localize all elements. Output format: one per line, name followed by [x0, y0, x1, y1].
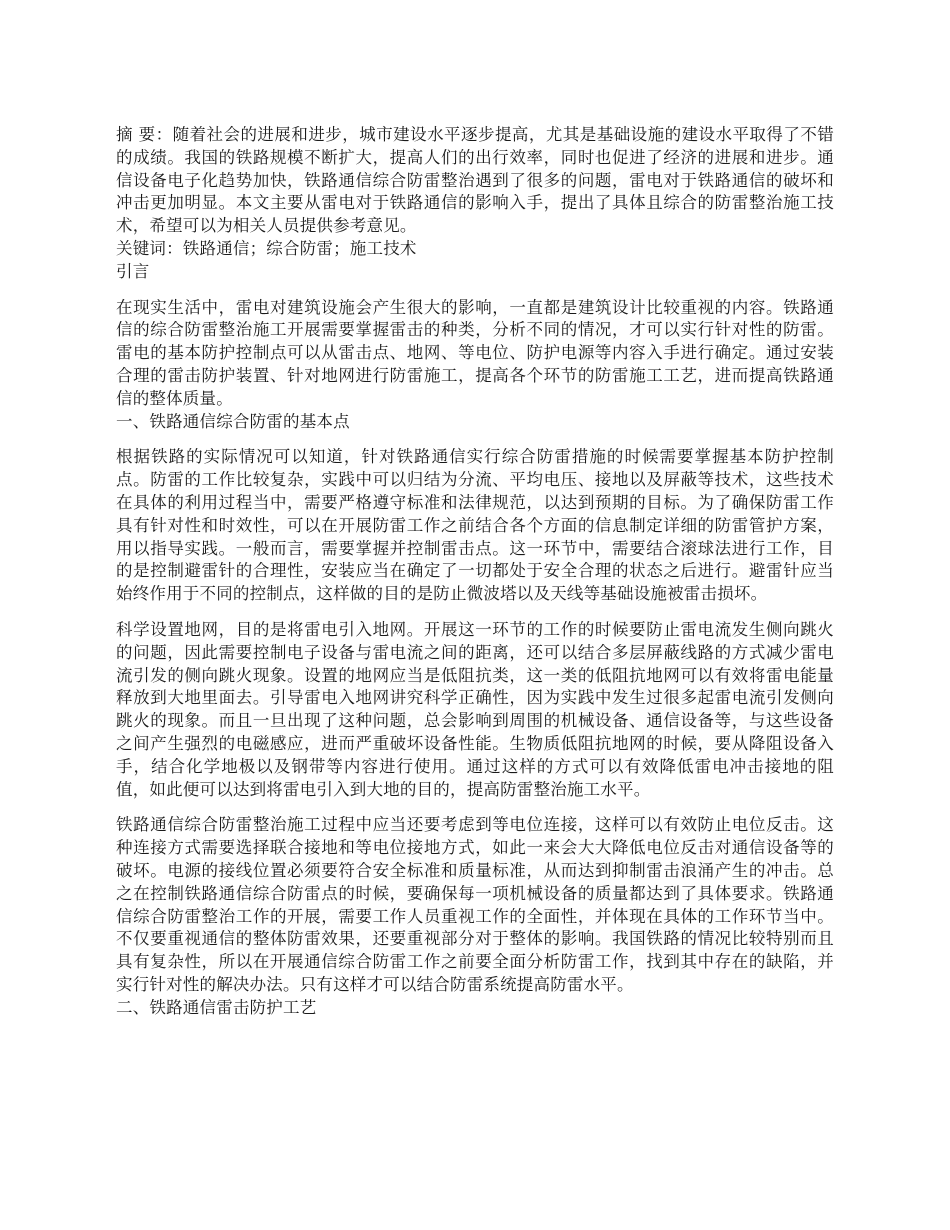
keywords-line: 关键词：铁路通信；综合防雷；施工技术 — [116, 238, 417, 258]
section1-paragraph-1: 根据铁路的实际情况可以知道，针对铁路通信实行综合防雷措施的时候需要掌握基本防护控制点。防雷的工作比较复杂，实践中可以归结为分流、平均电压、接地以及屏蔽等技术，这些技术在具体的利用过程当中，需要严格遵守标准和法律规范，以达到预期的目标。为了确保防雷工作具有针对性和时效性，可以在开展防雷工作之前结合各个方面的信息制定详细的防雷管护方案，用以指导实践。一般而言，需要掌握并控制雷击点。这一环节中，需要结合滚球法进行工作，目的是控制避雷针的合理性，安装应当在确定了一切都处于安全合理的状态之后进行。避雷针应当始终作用于不同的控制点，这样做的目的是防止微波塔以及天线等基础设施被雷击损坏。 — [116, 447, 834, 604]
section1-paragraph-3: 铁路通信综合防雷整治施工过程中应当还要考虑到等电位连接，这样可以有效防止电位反击。这种连接方式需要选择联合接地和等电位接地方式，如此一来会大大降低电位反击对通信设备等的破坏。电源的接线位置必须要符合安全标准和质量标准，从而达到抑制雷击浪涌产生的冲击。总之在控制铁路通信综合防雷点的时候，要确保每一项机械设备的质量都达到了具体要求。铁路通信综合防雷整治工作的开展，需要工作人员重视工作的全面性，并体现在具体的工作环节当中。不仅要重视通信的整体防雷效果，还要重视部分对于整体的影响。我国铁路的情况比较特别而且具有复杂性，所以在开展通信综合防雷工作之前要全面分析防雷工作，找到其中存在的缺陷，并实行针对性的解决办法。只有这样才可以结合防雷系统提高防雷水平。 — [116, 815, 834, 994]
section1-paragraph-2: 科学设置地网，目的是将雷电引入地网。开展这一环节的工作的时候要防止雷电流发生侧向跳火的问题，因此需要控制电子设备与雷电流之间的距离，还可以结合多层屏蔽线路的方式减少雷电流引发的侧向跳火现象。设置的地网应当是低阻抗类，这一类的低阻抗地网可以有效将雷电能量释放到大地里面去。引导雷电入地网讲究科学正确性，因为实践中发生过很多起雷电流引发侧向跳火的现象。而且一旦出现了这种问题，总会影响到周围的机械设备、通信设备等，与这些设备之间产生强烈的电磁感应，进而严重破坏设备性能。生物质低阻抗地网的时候，要从降阻设备入手，结合化学地极以及钢带等内容进行使用。通过这样的方式可以有效降低雷电冲击接地的阻值，如此便可以达到将雷电引入到大地的目的，提高防雷整治施工水平。 — [116, 619, 834, 799]
section2-heading: 二、铁路通信雷击防护工艺 — [116, 997, 317, 1017]
abstract-paragraph: 摘 要：随着社会的进展和进步，城市建设水平逐步提高，尤其是基础设施的建设水平取得了不错的成绩。我国的铁路规模不断扩大，提高人们的出行效率，同时也促进了经济的进展和进步。通信设备电子化趋势加快，铁路通信综合防雷整治遇到了很多的问题，雷电对于铁路通信的破坏和冲击更加明显。本文主要从雷电对于铁路通信的影响入手，提出了具体且综合的防雷整治施工技术，希望可以为相关人员提供参考意见。 — [116, 125, 834, 236]
intro-heading: 引言 — [116, 261, 150, 281]
intro-paragraph: 在现实生活中，雷电对建筑设施会产生很大的影响，一直都是建筑设计比较重视的内容。铁路通信的综合防雷整治施工开展需要掌握雷击的种类，分析不同的情况，才可以实行针对性的防雷。雷电的基本防护控制点可以从雷击点、地网、等电位、防护电源等内容入手进行确定。通过安装合理的雷击防护装置、针对地网进行防雷施工，提高各个环节的防雷施工工艺，进而提高铁路通信的整体质量。 — [116, 297, 834, 408]
section1-heading: 一、铁路通信综合防雷的基本点 — [116, 411, 350, 431]
